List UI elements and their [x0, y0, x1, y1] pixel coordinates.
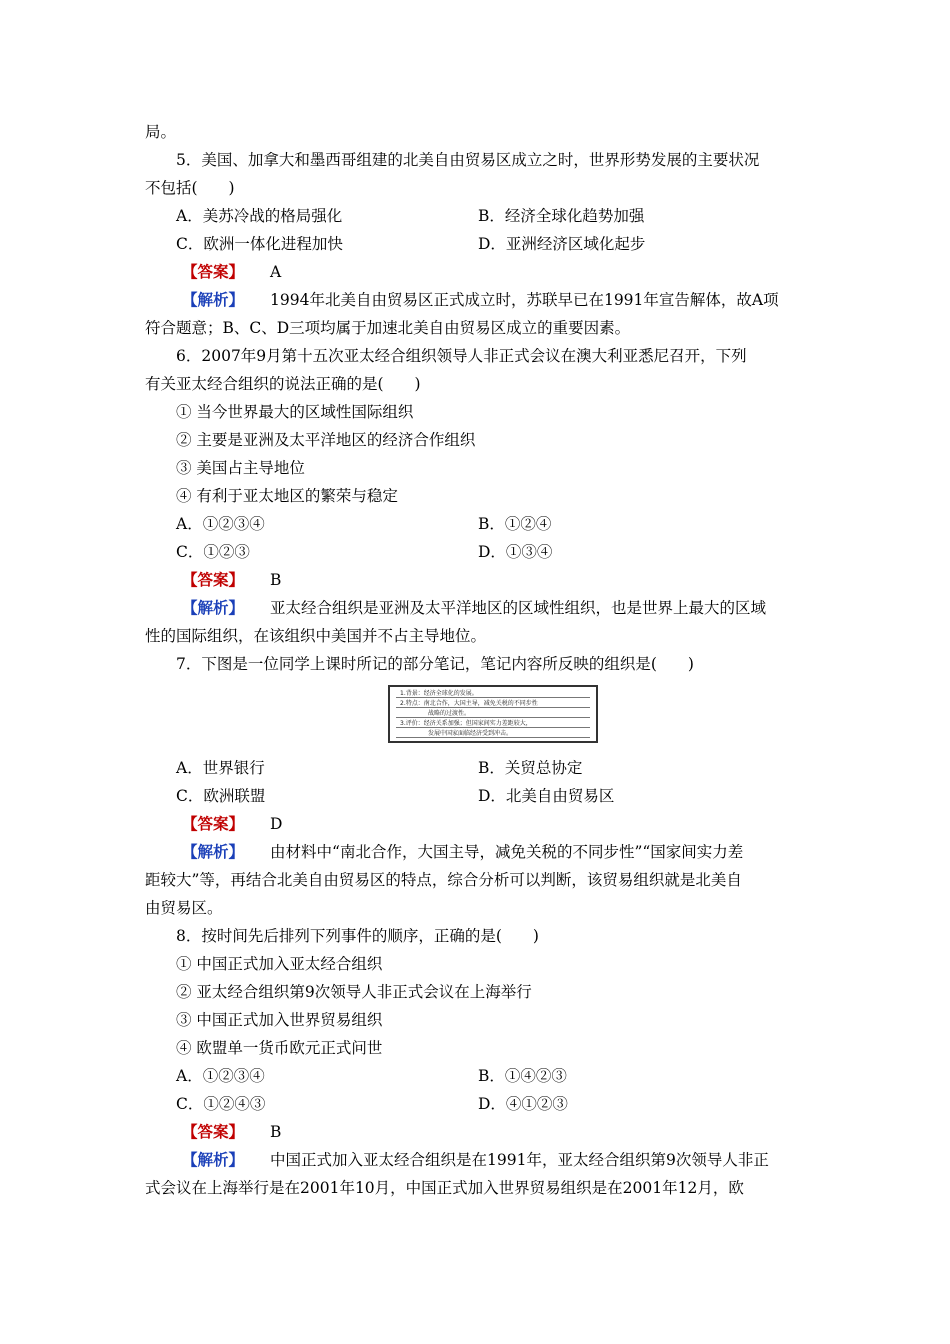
q8-analysis-line1 [182, 1146, 769, 1174]
q8-item-3: ③ 中国正式加入世界贸易组织 [176, 1011, 383, 1029]
q5-option-d: D．亚洲经济区域化起步 [478, 235, 646, 253]
q5-option-a: A．美苏冷战的格局强化 [176, 207, 343, 225]
analysis-tag: 【解析】 [182, 842, 245, 861]
q6-option-d: D．①③④ [478, 543, 553, 561]
q7-answer [182, 810, 282, 838]
answer-value: B [270, 571, 282, 589]
note-line-3: 战略的过渡性。 [428, 710, 471, 717]
answer-tag: 【答案】 [182, 814, 245, 833]
q5-analysis-line2: 符合题意；B、C、D三项均属于加速北美自由贸易区成立的重要因素。 [145, 319, 631, 337]
analysis-text: 由材料中“南北合作，大国主导，减免关税的不同步性”“国家间实力差 [270, 843, 744, 861]
answer-tag: 【答案】 [182, 1122, 245, 1141]
analysis-text: 1994年北美自由贸易区正式成立时，苏联早已在1991年宣告解体，故A项 [270, 291, 779, 309]
q7-stem-line1: 7．下图是一位同学上课时所记的部分笔记，笔记内容所反映的组织是( ) [176, 655, 694, 673]
q6-option-b: B．①②④ [478, 515, 552, 533]
note-line-4: 3.评价：经济关系加强；但国家间实力差距较大， [400, 720, 532, 727]
analysis-tag: 【解析】 [182, 598, 245, 617]
q7-option-d: D．北美自由贸易区 [478, 787, 615, 805]
q5-analysis-line1 [182, 286, 779, 314]
q8-option-a: A．①②③④ [176, 1067, 265, 1085]
analysis-text: 中国正式加入亚太经合组织是在1991年，亚太经合组织第9次领导人非正 [270, 1151, 769, 1169]
q6-answer [182, 566, 281, 594]
answer-value: A [270, 263, 282, 281]
q6-option-c: C．①②③ [176, 543, 250, 561]
q8-stem-line1: 8．按时间先后排列下列事件的顺序，正确的是( ) [176, 927, 539, 945]
q8-option-c: C．①②④③ [176, 1095, 266, 1113]
q6-item-3: ③ 美国占主导地位 [176, 459, 305, 477]
answer-value: D [270, 815, 283, 833]
q7-analysis-line1 [182, 838, 743, 866]
q8-option-d: D．④①②③ [478, 1095, 568, 1113]
note-line-1: 1.背景：经济全球化的发展。 [400, 690, 478, 697]
q8-analysis-line2: 式会议在上海举行是在2001年10月，中国正式加入世界贸易组织是在2001年12月，欧 [145, 1179, 744, 1197]
q5-stem-line2: 不包括( ) [145, 179, 235, 197]
q6-option-a: A．①②③④ [176, 515, 265, 533]
q6-analysis-line1 [182, 594, 766, 622]
q6-stem-line2: 有关亚太经合组织的说法正确的是( ) [145, 375, 421, 393]
lead-text: 局。 [145, 123, 177, 141]
q7-analysis-line3: 由贸易区。 [145, 899, 223, 917]
q6-item-4: ④ 有利于亚太地区的繁荣与稳定 [176, 487, 398, 505]
answer-tag: 【答案】 [182, 262, 245, 281]
q7-option-c: C．欧洲联盟 [176, 787, 266, 805]
q6-item-1: ① 当今世界最大的区域性国际组织 [176, 403, 414, 421]
note-line-2: 2.特点：南北合作，大国主导，减免关税的不同步性 [400, 700, 538, 707]
q6-stem-line1: 6．2007年9月第十五次亚太经合组织领导人非正式会议在澳大利亚悉尼召开，下列 [176, 347, 747, 365]
q7-option-a: A．世界银行 [176, 759, 265, 777]
answer-tag: 【答案】 [182, 570, 245, 589]
q5-answer [182, 258, 281, 286]
q5-stem-line1: 5．美国、加拿大和墨西哥组建的北美自由贸易区成立之时，世界形势发展的主要状况 [176, 151, 760, 169]
q8-item-1: ① 中国正式加入亚太经合组织 [176, 955, 383, 973]
q8-answer [182, 1118, 281, 1146]
q7-option-b: B．关贸总协定 [478, 759, 583, 777]
q8-item-2: ② 亚太经合组织第9次领导人非正式会议在上海举行 [176, 983, 532, 1001]
q6-analysis-line2: 性的国际组织，在该组织中美国并不占主导地位。 [145, 627, 487, 645]
q8-option-b: B．①④②③ [478, 1067, 567, 1085]
answer-value: B [270, 1123, 282, 1141]
note-line-5: 发展中国家面临经济受到冲击。 [428, 730, 513, 737]
q5-option-c: C．欧洲一体化进程加快 [176, 235, 343, 253]
analysis-tag: 【解析】 [182, 1150, 245, 1169]
q8-item-4: ④ 欧盟单一货币欧元正式问世 [176, 1039, 383, 1057]
notes-figure [388, 685, 598, 743]
note-rule [396, 717, 590, 718]
q5-option-b: B．经济全球化趋势加强 [478, 207, 645, 225]
analysis-text: 亚太经合组织是亚洲及太平洋地区的区域性组织，也是世界上最大的区域 [270, 599, 767, 617]
q7-analysis-line2: 距较大”等，再结合北美自由贸易区的特点，综合分析可以判断，该贸易组织就是北美自 [145, 871, 742, 889]
analysis-tag: 【解析】 [182, 290, 245, 309]
q6-item-2: ② 主要是亚洲及太平洋地区的经济合作组织 [176, 431, 476, 449]
